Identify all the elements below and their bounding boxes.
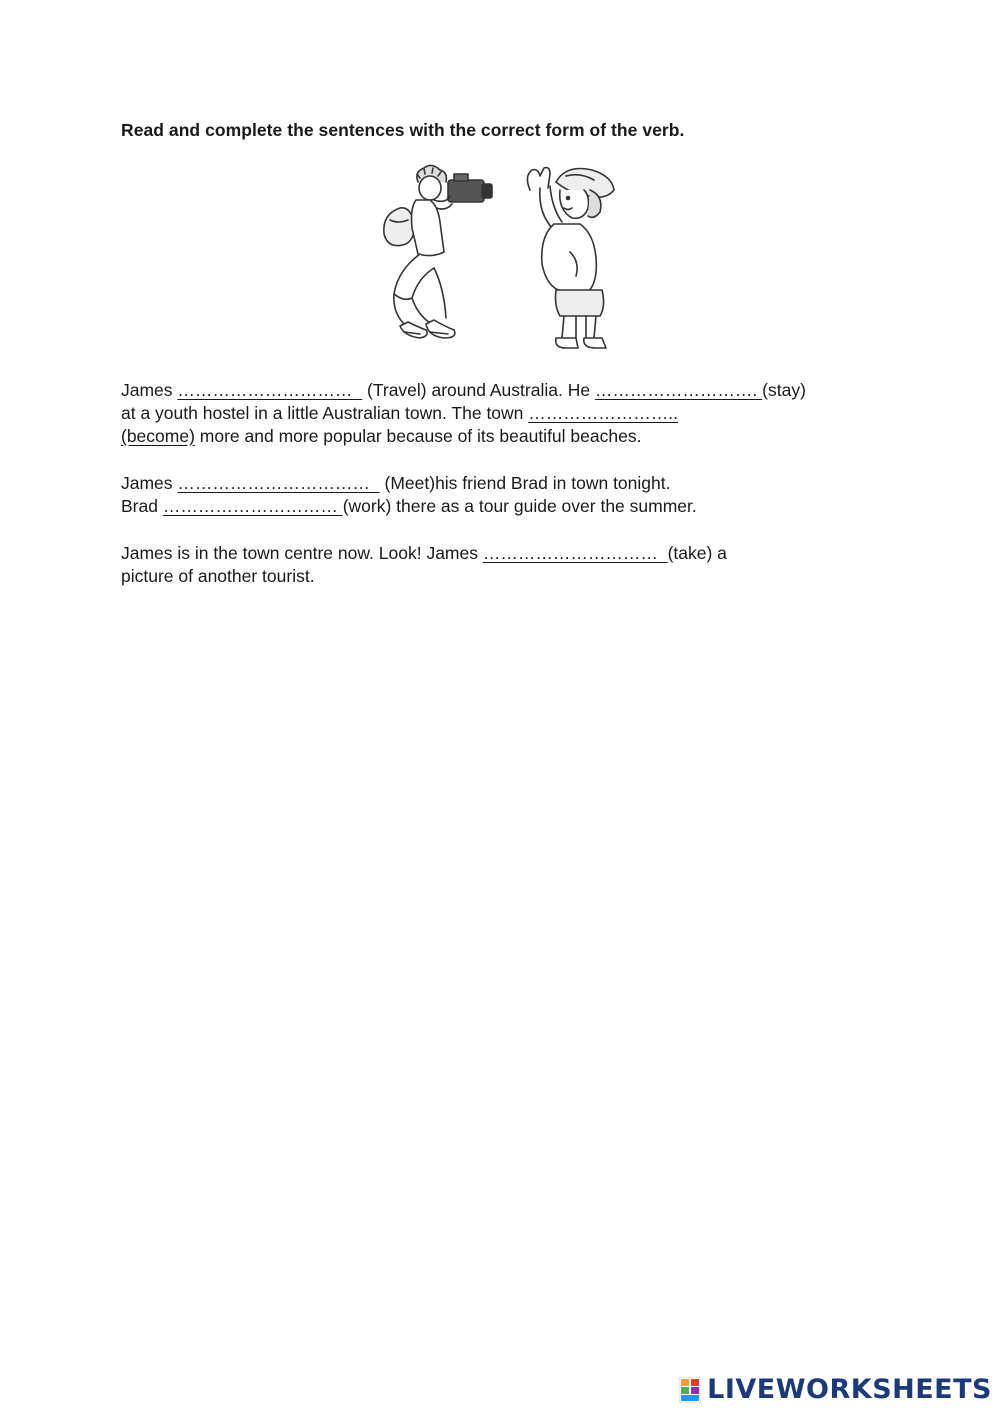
tourist-waving-figure: [527, 168, 614, 348]
exercise-2-line-2: Brad ………………………… (work) there as a tour guide over the summer.: [121, 496, 697, 516]
exercise-3-line-2: picture of another tourist.: [121, 566, 315, 586]
liveworksheets-logo[interactable]: [679, 1374, 992, 1405]
exercise-2-line-1: James …………………………… (Meet)his friend Brad in town tonight.: [121, 473, 671, 493]
logo-text: LIVEWORKSHEETS: [707, 1374, 992, 1405]
exercise-3-line-1: James is in the town centre now. Look! James ………………………… (take) a: [121, 543, 727, 563]
exercise-1-line-2: at a youth hostel in a little Australian town. The town ……………………..: [121, 403, 679, 423]
exercise-2: [121, 472, 901, 518]
exercise-1-line-3: (become) more and more popular because of its beautiful beaches.: [121, 426, 642, 446]
blank-become-hint[interactable]: (become): [121, 426, 195, 446]
blank-work[interactable]: …………………………: [162, 496, 343, 516]
exercise-1-line-1: James ………………………… (Travel) around Australia. He ………………………. (stay): [121, 380, 806, 400]
exercise-3: [121, 542, 901, 588]
blank-become[interactable]: ……………………..: [528, 403, 679, 423]
blank-meet[interactable]: ……………………………: [177, 473, 380, 493]
blank-travel[interactable]: …………………………: [177, 380, 363, 400]
tourist-with-camera-figure: [384, 165, 492, 338]
tourists-illustration: [370, 160, 640, 365]
exercise-1: [121, 379, 901, 448]
blank-stay[interactable]: ……………………….: [594, 380, 763, 400]
blank-take[interactable]: …………………………: [482, 543, 668, 563]
instruction-heading: Read and complete the sentences with the correct form of the verb.: [121, 120, 685, 140]
liveworksheets-badge-icon: [679, 1377, 701, 1403]
